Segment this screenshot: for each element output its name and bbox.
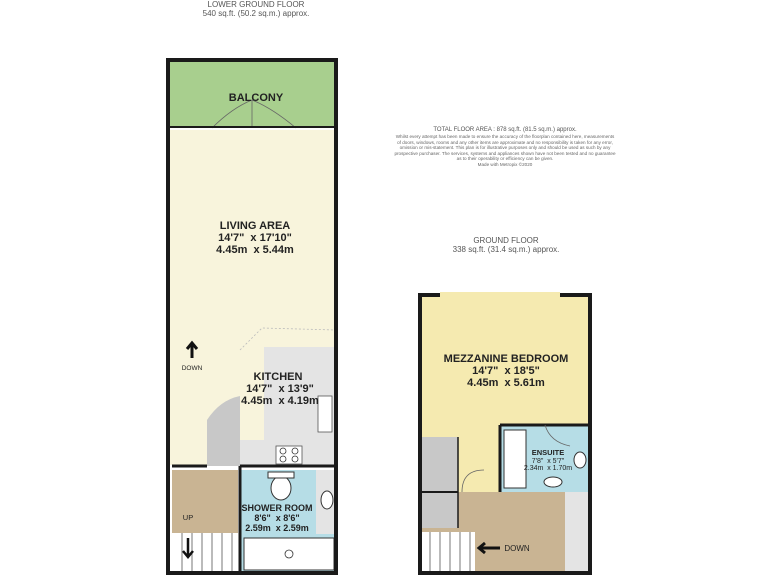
lower-ground-floor-title: LOWER GROUND FLOOR <box>207 0 305 9</box>
shower-room-name: SHOWER ROOM <box>241 503 313 513</box>
shower-room-metric: 2.59m x 2.59m <box>245 523 309 533</box>
disclaimer-line: omission or mis-statement. This plan is for illustrative purposes only and should be used as such by any <box>399 145 611 151</box>
hob-icon <box>276 446 302 464</box>
shower-room-imperial: 8'6" x 8'6" <box>254 513 300 523</box>
living-area-name: LIVING AREA <box>219 220 291 232</box>
mezzanine-bedroom-name: MEZZANINE BEDROOM <box>443 353 569 365</box>
ground-stairs-down-label: DOWN <box>504 544 530 553</box>
ensuite-name: ENSUITE <box>531 448 565 457</box>
total-floor-area-block <box>380 126 630 168</box>
wc-cistern-icon <box>268 472 294 478</box>
ensuite-imperial: 7'8" x 5'7" <box>531 458 565 465</box>
ground-floor-plan <box>420 292 590 573</box>
balcony-name: BALCONY <box>228 92 284 104</box>
living-area-metric: 4.45m x 5.44m <box>216 244 294 256</box>
mezzanine-bedroom-metric: 4.45m x 5.61m <box>467 377 545 389</box>
bath-icon <box>504 430 526 488</box>
landing-light-cupboard <box>565 492 590 573</box>
disclaimer-line: prospective purchaser. The services, systems and appliances shown have not been tested and no guarantee <box>394 150 616 156</box>
kitchen-name: KITCHEN <box>253 371 303 383</box>
stairs-down-label: DOWN <box>181 365 203 372</box>
window-ground <box>440 292 560 297</box>
ground-floor-heading <box>426 236 586 254</box>
ensuite-metric: 2.34m x 1.70m <box>523 465 573 472</box>
kitchen-metric: 4.45m x 4.19m <box>241 395 319 407</box>
disclaimer-line: of doors, windows, rooms and any other items are approximate and no responsibility is taken for any error, <box>397 139 613 145</box>
ground-floor-area: 338 sq.ft. (31.4 sq.m.) approx. <box>452 245 560 254</box>
living-area-imperial: 14'7" x 17'10" <box>218 232 292 244</box>
basin-icon <box>321 491 333 509</box>
disclaimer-line: Made with Metropix ©2020 <box>477 161 533 167</box>
mezzanine-bedroom-imperial: 14'7" x 18'5" <box>472 365 540 377</box>
disclaimer-line: Whilst every attempt has been made to ensure the accuracy of the floorplan contained here, measurements <box>395 134 615 139</box>
ensuite-wc-icon <box>574 452 586 468</box>
lower-ground-floor-heading <box>176 0 336 18</box>
hall-fill <box>172 470 238 533</box>
kitchen-imperial: 14'7" x 13'9" <box>246 383 314 395</box>
landing-cupboard <box>420 492 458 528</box>
wardrobe-fill <box>420 437 458 492</box>
lower-ground-floor-area: 540 sq.ft. (50.2 sq.m.) approx. <box>202 9 310 18</box>
disclaimer-line: as to their operability or efficiency can be given. <box>456 156 554 162</box>
disclaimer-text <box>380 134 630 168</box>
stairs-up-label: UP <box>182 513 194 522</box>
stairs-ground-fill <box>420 532 475 573</box>
total-floor-area-title: TOTAL FLOOR AREA : 878 sq.ft. (81.5 sq.m.) approx. <box>433 127 577 133</box>
wc-icon <box>271 476 291 500</box>
shower-tray-icon <box>244 538 334 570</box>
kitchen-sink-icon <box>318 396 332 432</box>
ensuite-basin-icon <box>544 477 562 487</box>
lower-ground-floor-plan <box>168 60 336 573</box>
ground-floor-title: GROUND FLOOR <box>473 236 539 245</box>
